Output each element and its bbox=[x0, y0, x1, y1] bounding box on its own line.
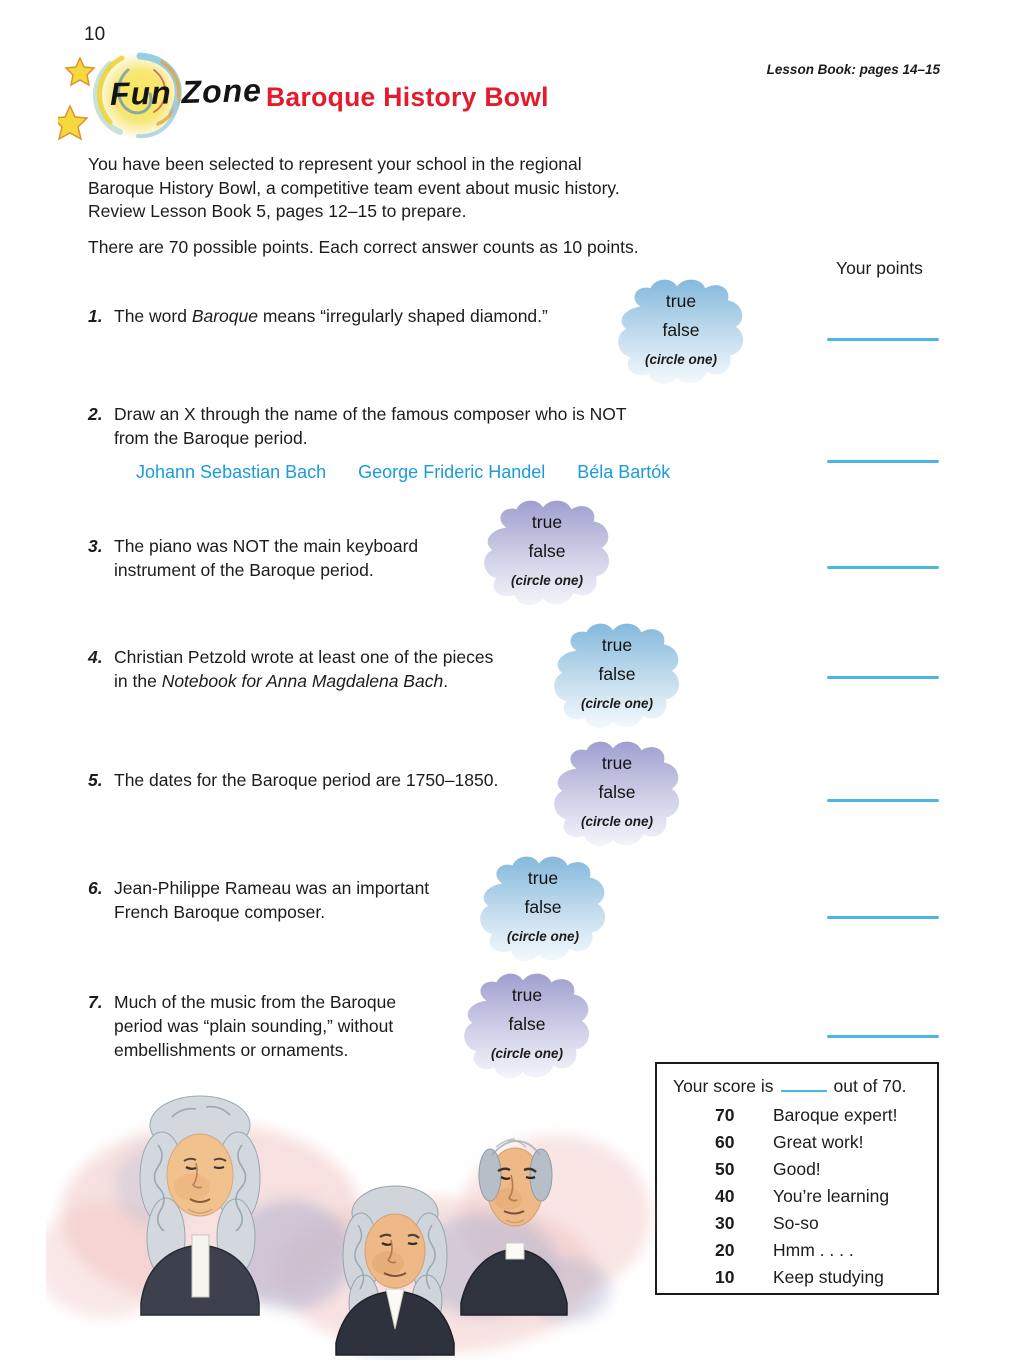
question-text: Christian Petzold wrote at least one of the pieces bbox=[114, 647, 494, 667]
true-false-cloud-q5 bbox=[550, 738, 684, 870]
true-option[interactable]: true bbox=[601, 753, 633, 773]
choice-george-frideric-handel[interactable]: George Frideric Handel bbox=[358, 462, 546, 482]
false-option[interactable]: false bbox=[598, 782, 636, 802]
choice-bela-bartok[interactable]: Béla Bartók bbox=[577, 462, 671, 482]
choice-johann-sebastian-bach[interactable]: Johann Sebastian Bach bbox=[136, 462, 327, 482]
false-option[interactable]: false bbox=[598, 664, 636, 684]
true-false-cloud-q3 bbox=[480, 497, 614, 629]
points-note: There are 70 possible points. Each correct answer counts as 10 points. bbox=[88, 237, 639, 257]
question-7 bbox=[88, 990, 458, 1062]
composer-choices bbox=[136, 462, 670, 483]
points-line-q2[interactable] bbox=[827, 460, 939, 463]
points-line-q3[interactable] bbox=[827, 566, 939, 569]
lesson-book-reference: Lesson Book: pages 14–15 bbox=[766, 62, 940, 77]
circle-one-label: (circle one) bbox=[580, 814, 654, 829]
question-number: 4. bbox=[88, 647, 103, 667]
question-text: period was “plain sounding,” without bbox=[114, 1016, 394, 1036]
false-option[interactable]: false bbox=[508, 1014, 546, 1034]
question-number: 2. bbox=[88, 404, 103, 424]
true-option[interactable]: true bbox=[511, 985, 543, 1005]
question-text: Draw an X through the name of the famous composer who is NOT bbox=[114, 404, 627, 424]
points-line-q1[interactable] bbox=[827, 338, 939, 341]
question-text: The dates for the Baroque period are 1750–1850. bbox=[114, 770, 499, 790]
question-3 bbox=[88, 534, 468, 582]
star-icon bbox=[66, 58, 94, 85]
baroque-composers-illustration bbox=[46, 1075, 666, 1360]
score-title-post: out of 70. bbox=[833, 1076, 907, 1096]
question-1 bbox=[88, 304, 648, 328]
question-2 bbox=[88, 402, 728, 450]
intro-line: Baroque History Bowl, a competitive team event about music history. bbox=[88, 177, 620, 198]
circle-one-label: (circle one) bbox=[580, 696, 654, 711]
circle-one-label: (circle one) bbox=[490, 1046, 564, 1061]
score-row: 70 Baroque expert! bbox=[715, 1105, 898, 1125]
score-title bbox=[673, 1076, 937, 1097]
question-4 bbox=[88, 645, 548, 693]
true-option[interactable]: true bbox=[531, 512, 563, 532]
score-row: 10 Keep studying bbox=[715, 1267, 884, 1287]
points-line-q6[interactable] bbox=[827, 916, 939, 919]
question-text: instrument of the Baroque period. bbox=[114, 560, 374, 580]
true-option[interactable]: true bbox=[601, 635, 633, 655]
composer-1-portrait bbox=[140, 1096, 260, 1315]
score-title-pre: Your score is bbox=[673, 1076, 774, 1096]
points-line-q5[interactable] bbox=[827, 799, 939, 802]
question-text: in the Notebook for Anna Magdalena Bach. bbox=[114, 671, 449, 691]
composer-2-portrait bbox=[336, 1186, 454, 1355]
page-number: 10 bbox=[84, 24, 106, 45]
question-number: 7. bbox=[88, 992, 103, 1012]
false-option[interactable]: false bbox=[528, 541, 566, 561]
intro-line: Review Lesson Book 5, pages 12–15 to prepare. bbox=[88, 201, 467, 221]
score-row: 60 Great work! bbox=[715, 1132, 864, 1152]
false-option[interactable]: false bbox=[662, 320, 700, 340]
question-text: embellishments or ornaments. bbox=[114, 1040, 349, 1060]
fun-zone-logo-text: Fun Zone bbox=[109, 72, 263, 112]
score-row: 30 So-so bbox=[715, 1213, 819, 1233]
circle-one-label: (circle one) bbox=[644, 352, 718, 367]
question-text: The piano was NOT the main keyboard bbox=[114, 536, 419, 556]
page-title: Baroque History Bowl bbox=[266, 82, 549, 112]
question-text: Much of the music from the Baroque bbox=[114, 992, 397, 1012]
intro-paragraph bbox=[88, 153, 728, 224]
score-row: 40 You’re learning bbox=[715, 1186, 890, 1206]
intro-line: You have been selected to represent your school in the regional bbox=[88, 154, 582, 174]
false-option[interactable]: false bbox=[524, 897, 562, 917]
question-number: 1. bbox=[88, 306, 103, 326]
your-points-header: Your points bbox=[836, 258, 923, 278]
true-option[interactable]: true bbox=[527, 868, 559, 888]
question-number: 5. bbox=[88, 770, 103, 790]
circle-one-label: (circle one) bbox=[510, 573, 584, 588]
question-text: The word Baroque means “irregularly shaped diamond.” bbox=[114, 306, 548, 326]
score-blank-input[interactable] bbox=[781, 1078, 827, 1092]
points-line-q4[interactable] bbox=[827, 676, 939, 679]
question-text: from the Baroque period. bbox=[114, 428, 308, 448]
score-row: 20 Hmm . . . . bbox=[715, 1240, 854, 1260]
question-number: 3. bbox=[88, 536, 103, 556]
question-number: 6. bbox=[88, 878, 103, 898]
question-6 bbox=[88, 876, 478, 924]
score-rows bbox=[715, 1102, 937, 1291]
points-line-q7[interactable] bbox=[827, 1035, 939, 1038]
question-text: French Baroque composer. bbox=[114, 902, 326, 922]
true-option[interactable]: true bbox=[665, 291, 697, 311]
star-icon bbox=[58, 106, 87, 139]
question-5 bbox=[88, 768, 568, 792]
score-box bbox=[655, 1062, 939, 1295]
true-false-cloud-q6 bbox=[476, 853, 610, 985]
true-false-cloud-q1 bbox=[614, 276, 748, 408]
question-text: Jean-Philippe Rameau was an important bbox=[114, 878, 430, 898]
score-row: 50 Good! bbox=[715, 1159, 821, 1179]
true-false-cloud-q4 bbox=[550, 620, 684, 752]
circle-one-label: (circle one) bbox=[506, 929, 580, 944]
